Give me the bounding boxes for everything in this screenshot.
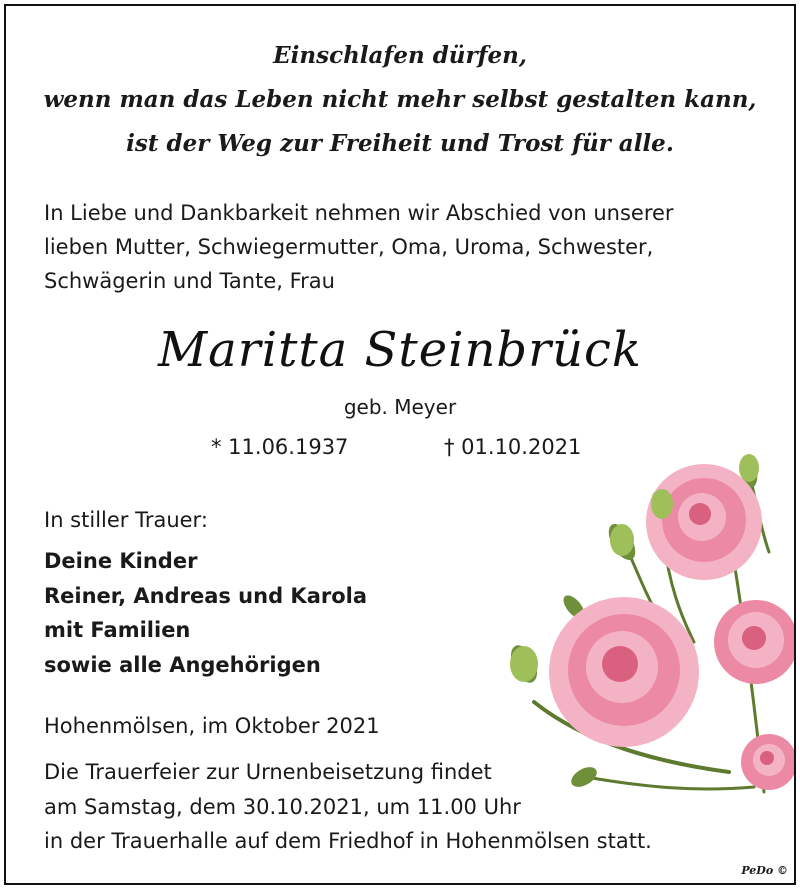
mourner-line: mit Familien	[44, 618, 191, 642]
intro-line: lieben Mutter, Schwiegermutter, Oma, Uroma, Schwester,	[44, 235, 654, 259]
motto-line: wenn man das Leben nicht mehr selbst gestalten kann,	[43, 86, 757, 113]
place-date: Hohenmölsen, im Oktober 2021	[44, 714, 380, 738]
designer-signature: PeDo ©	[741, 864, 788, 877]
mourner-line: Reiner, Andreas und Karola	[44, 583, 368, 608]
rose-top-right	[646, 464, 762, 580]
motto-line: Einschlafen dürfen,	[273, 42, 527, 69]
mourner-line: sowie alle Angehörigen	[44, 652, 321, 677]
intro-line: In Liebe und Dankbarkeit nehmen wir Abschied von unserer	[44, 201, 674, 225]
motto-line: ist der Weg zur Freiheit und Trost für alle.	[126, 130, 674, 157]
rose-small-bottom	[741, 734, 794, 790]
death-date: † 01.10.2021	[444, 435, 582, 459]
intro-text	[44, 196, 784, 298]
funeral-line: am Samstag, dem 30.10.2021, um 11.00 Uhr	[44, 794, 521, 819]
birth-name: geb. Meyer	[343, 395, 457, 419]
funeral-info	[44, 755, 652, 859]
funeral-line: in der Trauerhalle auf dem Friedhof in Hohenmölsen statt.	[44, 829, 652, 853]
funeral-line: Die Trauerfeier zur Urnenbeisetzung findet	[44, 760, 492, 784]
rose-right	[714, 600, 794, 684]
mourner-line: Deine Kinder	[44, 549, 198, 573]
motto-verse	[6, 34, 794, 166]
birth-date: * 11.06.1937	[211, 435, 349, 459]
obituary-notice	[4, 4, 796, 885]
mourning-label: In stiller Trauer:	[44, 508, 208, 532]
rose-large	[549, 597, 699, 747]
intro-line: Schwägerin und Tante, Frau	[44, 269, 335, 293]
deceased-name: Maritta Steinbrück	[158, 322, 642, 378]
mourners-list	[44, 544, 367, 682]
